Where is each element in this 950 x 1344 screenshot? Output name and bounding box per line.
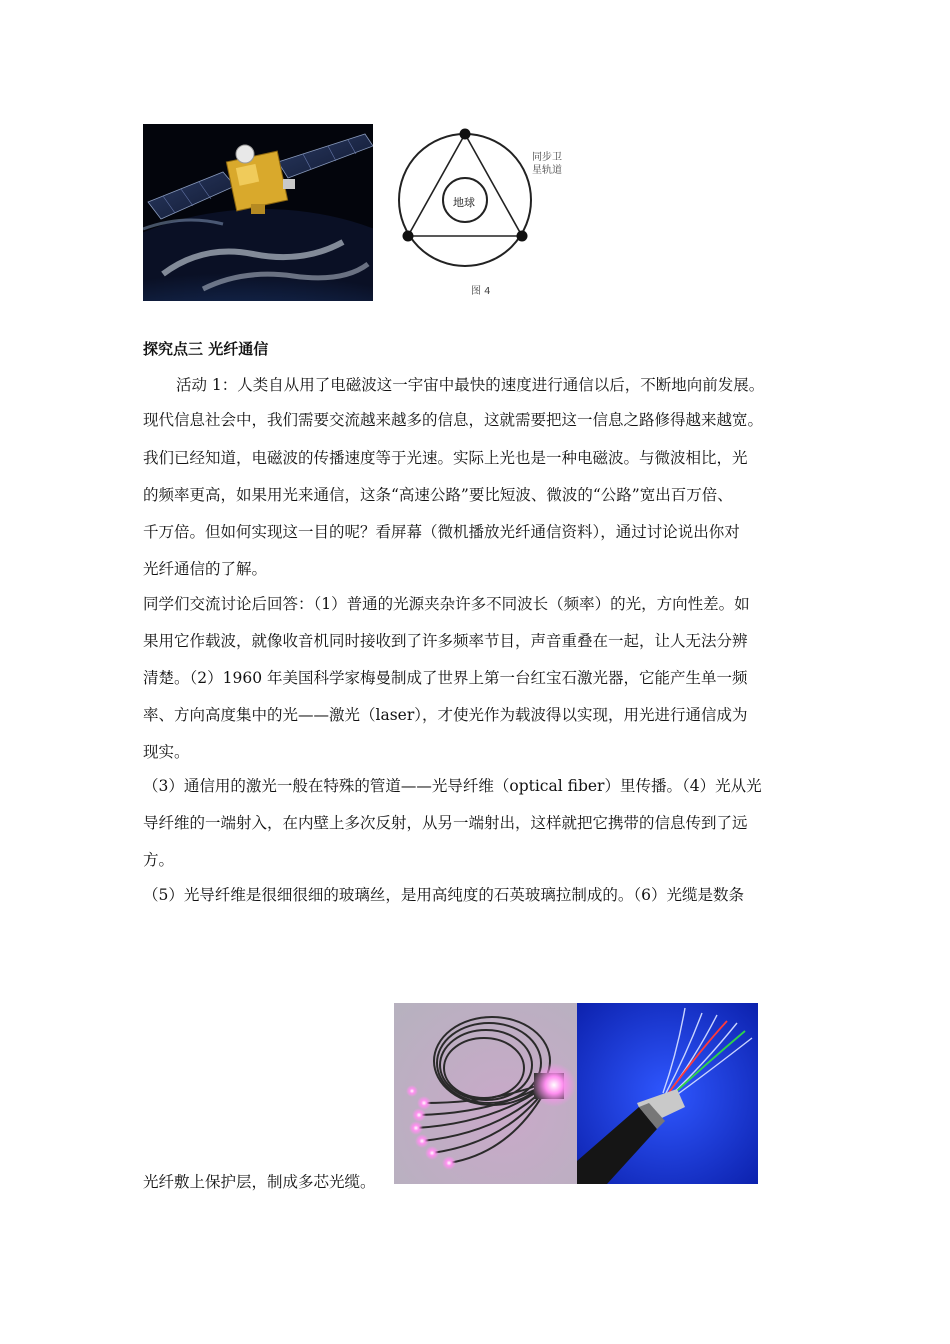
answer-line: 果用它作载波，就像收音机同时接收到了许多频率节目，声音重叠在一起，让人无法分辨 <box>143 632 748 650</box>
activity-line: 千万倍。但如何实现这一目的呢？看屏幕（微机播放光纤通信资料），通过讨论说出你对 <box>143 523 740 541</box>
answer-line: 同学们交流讨论后回答：（1）普通的光源夹杂许多不同波长（频率）的光，方向性差。如 <box>143 595 750 613</box>
earth-label: 地球 <box>453 196 475 209</box>
activity-line: 的频率更高，如果用光来通信，这条“高速公路”要比短波、微波的“公路”宽出百万倍、 <box>143 486 733 504</box>
activity-line: 现代信息社会中，我们需要交流越来越多的信息，这就需要把这一信息之路修得越来越宽。 <box>143 411 764 429</box>
satellite-dot-right <box>517 231 528 242</box>
answer-line: 率、方向高度集中的光——激光（laser），才使光作为载波得以实现，用光进行通信成为 <box>143 706 748 724</box>
satellite-photo <box>143 124 373 301</box>
activity-line: 我们已经知道，电磁波的传播速度等于光速。实际上光也是一种电磁波。与微波相比，光 <box>143 449 748 467</box>
answer-line: （3）通信用的激光一般在特殊的管道——光导纤维（optical fiber）里传播。（4）光从光 <box>143 777 762 795</box>
orbit-label-line2: 星轨道 <box>532 165 562 176</box>
fiber-cable-photo <box>577 1003 758 1184</box>
figure-caption: 图 4 <box>471 286 491 297</box>
activity-line: 活动 1：人类自从用了电磁波这一宇宙中最快的速度进行通信以后，不断地向前发展。 <box>176 376 765 394</box>
answer-line: 清楚。（2）1960 年美国科学家梅曼制成了世界上第一台红宝石激光器，它能产生单一频 <box>143 669 748 687</box>
orbit-label-line1: 同步卫 <box>532 152 562 163</box>
final-line: 光纤敷上保护层，制成多芯光缆。 <box>143 1173 376 1191</box>
orbit-diagram <box>385 122 580 302</box>
activity-line: 光纤通信的了解。 <box>143 560 268 578</box>
satellite-dot-left <box>403 231 414 242</box>
section-heading: 探究点三 光纤通信 <box>143 340 269 358</box>
answer-line: 导纤维的一端射入，在内壁上多次反射，从另一端射出，这样就把它携带的信息传到了远 <box>143 814 748 832</box>
fiber-bundle-photo <box>394 1003 577 1184</box>
satellite-dot-top <box>460 129 471 140</box>
answer-line: 现实。 <box>143 743 190 761</box>
answer-line: 方。 <box>143 851 175 869</box>
answer-line: （5）光导纤维是很细很细的玻璃丝，是用高纯度的石英玻璃拉制成的。（6）光缆是数条 <box>143 886 744 904</box>
